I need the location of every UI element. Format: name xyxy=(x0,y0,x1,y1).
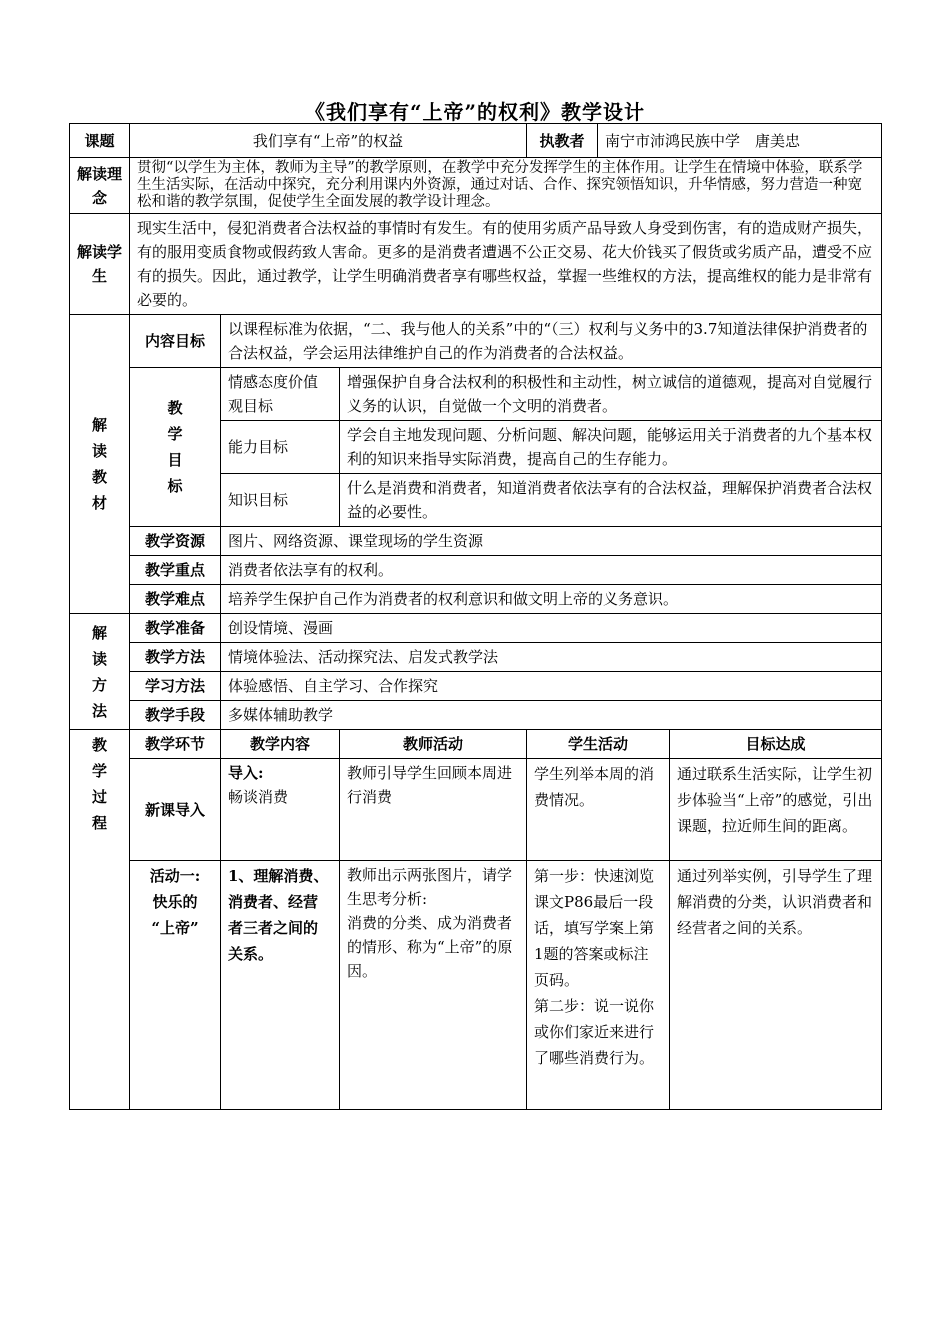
intro-student: 学生列举本周的消费情况。 xyxy=(527,759,670,861)
topic-label: 课题 xyxy=(70,124,130,158)
concept-label-text: 解读理念 xyxy=(77,164,123,207)
header-row xyxy=(70,124,882,158)
activity1-teacher-line: 教师出示两张图片，请学生思考分析: xyxy=(347,866,513,908)
material-label xyxy=(70,315,130,614)
difficulty-text: 培养学生保护自己作为消费者的权利意识和做文明上帝的义务意识。 xyxy=(221,585,882,614)
key-point-row xyxy=(70,556,882,585)
method-label-char: 方 xyxy=(91,675,107,694)
prep-text: 创设情境、漫画 xyxy=(221,614,882,643)
intro-content-title: 导入: xyxy=(228,764,264,782)
intro-teacher: 教师引导学生回顾本周进行消费 xyxy=(340,759,527,861)
activity1-stage-line: 活动一: xyxy=(149,867,201,885)
teaching-goal-char: 学 xyxy=(167,425,183,443)
content-goal-text: 以课程标准为依据，“二、我与他人的关系”中的“（三）权利与义务中的3.7知道法律保护消费者的合法权益，学会运用法律维护自己的作为消费者的合法权益。 xyxy=(221,315,882,368)
teach-method-row xyxy=(70,643,882,672)
intro-stage: 新课导入 xyxy=(130,759,221,861)
teaching-goal-char: 目 xyxy=(167,451,183,469)
teaching-goal-char: 教 xyxy=(167,399,183,417)
learn-method-row xyxy=(70,672,882,701)
key-point-label: 教学重点 xyxy=(130,556,221,585)
means-text: 多媒体辅助教学 xyxy=(221,701,882,730)
goal-label: 能力目标 xyxy=(221,421,340,474)
resource-row xyxy=(70,527,882,556)
activity1-teacher xyxy=(340,861,527,1110)
goal-label: 情感态度价值观目标 xyxy=(221,368,340,421)
process-header-student: 学生活动 xyxy=(527,730,670,759)
concept-row xyxy=(70,158,882,214)
teaching-goal-label xyxy=(130,368,221,527)
students-label: 解读学生 xyxy=(70,214,130,315)
prep-label: 教学准备 xyxy=(130,614,221,643)
teach-method-label: 教学方法 xyxy=(130,643,221,672)
process-header-teacher: 教师活动 xyxy=(340,730,527,759)
activity1-content: 1、理解消费、消费者、经营者三者之间的关系。 xyxy=(221,861,340,1110)
method-label-char: 解 xyxy=(91,623,107,642)
goal-text: 什么是消费和消费者，知道消费者依法享有的合法权益，理解保护消费者合法权益的必要性。 xyxy=(340,474,882,527)
intro-content-text: 畅谈消费 xyxy=(228,788,289,806)
process-label-char: 学 xyxy=(91,762,107,780)
activity1-row xyxy=(70,861,882,1110)
resource-label: 教学资源 xyxy=(130,527,221,556)
process-header-goal: 目标达成 xyxy=(670,730,882,759)
material-label-char: 材 xyxy=(91,494,107,512)
means-label: 教学手段 xyxy=(130,701,221,730)
prep-row xyxy=(70,614,882,643)
activity1-student-step: 第一步：快速浏览课文P86最后一段话，填写学案上第1题的答案或标注页码。 xyxy=(534,867,655,989)
process-label-char: 程 xyxy=(91,814,107,832)
goal-label: 知识目标 xyxy=(221,474,340,527)
method-label-char: 读 xyxy=(91,649,107,668)
lesson-plan-table xyxy=(69,123,882,1110)
activity1-stage-line: “上帝” xyxy=(151,919,199,937)
intro-content xyxy=(221,759,340,861)
teach-method-text: 情境体验法、活动探究法、启发式教学法 xyxy=(221,643,882,672)
process-header-content: 教学内容 xyxy=(221,730,340,759)
intro-goal: 通过联系生活实际，让学生初步体验当“上帝”的感觉，引出课题，拉近师生间的距离。 xyxy=(670,759,882,861)
process-header-stage: 教学环节 xyxy=(130,730,221,759)
content-goal-row xyxy=(70,315,882,368)
concept-label xyxy=(70,158,130,214)
difficulty-row xyxy=(70,585,882,614)
material-label-char: 解 xyxy=(91,416,107,434)
process-header-row xyxy=(70,730,882,759)
activity1-stage-line: 快乐的 xyxy=(152,893,198,911)
students-text: 现实生活中，侵犯消费者合法权益的事情时有发生。有的使用劣质产品导致人身受到伤害，有的造成财产损失，有的服用变质食物或假药致人害命。更多的是消费者遭遇不公正交易、花大价钱买了假货或劣质产品，遭受不应有的损失。因此，通过教学，让学生明确消费者享有哪些权益，掌握一些维权的方法，提高维权的能力是非常有必要的。 xyxy=(130,214,882,315)
page-title: 《我们享有“上帝”的权利》教学设计 xyxy=(304,100,645,124)
activity1-stage xyxy=(130,861,221,1110)
activity1-student-step: 第二步：说一说你或你们家近来进行了哪些消费行为。 xyxy=(534,997,655,1067)
method-label-char: 法 xyxy=(91,701,107,720)
concept-text: 贯彻“以学生为主体，教师为主导”的教学原则，在教学中充分发挥学生的主体作用。让学生在情境中体验，联系学生生活实际，在活动中探究，充分利用课内外资源，通过对话、合作、探究领悟知识，升华情感，努力营造一种宽松和谐的教学氛围，促使学生全面发展的教学设计理念。 xyxy=(130,158,882,214)
students-row xyxy=(70,214,882,315)
learn-method-text: 体验感悟、自主学习、合作探究 xyxy=(221,672,882,701)
teacher-label: 执教者 xyxy=(527,124,598,158)
activity1-teacher-line: 消费的分类、成为消费者的情形、称为“上帝”的原因。 xyxy=(347,914,513,980)
goal-text: 增强保护自身合法权利的积极性和主动性，树立诚信的道德观，提高对自觉履行义务的认识，自觉做一个文明的消费者。 xyxy=(340,368,882,421)
content-goal-label: 内容目标 xyxy=(130,315,221,368)
process-label xyxy=(70,730,130,1110)
activity1-goal: 通过列举实例，引导学生了理解消费的分类，认识消费者和经营者之间的关系。 xyxy=(670,861,882,1110)
process-label-char: 教 xyxy=(91,736,107,754)
learn-method-label: 学习方法 xyxy=(130,672,221,701)
difficulty-label: 教学难点 xyxy=(130,585,221,614)
goal-row xyxy=(70,368,882,421)
material-label-char: 教 xyxy=(91,468,107,486)
intro-row xyxy=(70,759,882,861)
teacher-value: 南宁市沛鸿民族中学 唐美忠 xyxy=(598,124,882,158)
method-label xyxy=(70,614,130,730)
activity1-student xyxy=(527,861,670,1110)
material-label-char: 读 xyxy=(91,442,107,460)
topic-value: 我们享有“上帝”的权益 xyxy=(130,124,527,158)
teaching-goal-char: 标 xyxy=(167,477,183,495)
process-label-char: 过 xyxy=(91,788,107,806)
key-point-text: 消费者依法享有的权利。 xyxy=(221,556,882,585)
resource-text: 图片、网络资源、课堂现场的学生资源 xyxy=(221,527,882,556)
means-row xyxy=(70,701,882,730)
goal-text: 学会自主地发现问题、分析问题、解决问题，能够运用关于消费者的九个基本权利的知识来指导实际消费，提高自己的生存能力。 xyxy=(340,421,882,474)
